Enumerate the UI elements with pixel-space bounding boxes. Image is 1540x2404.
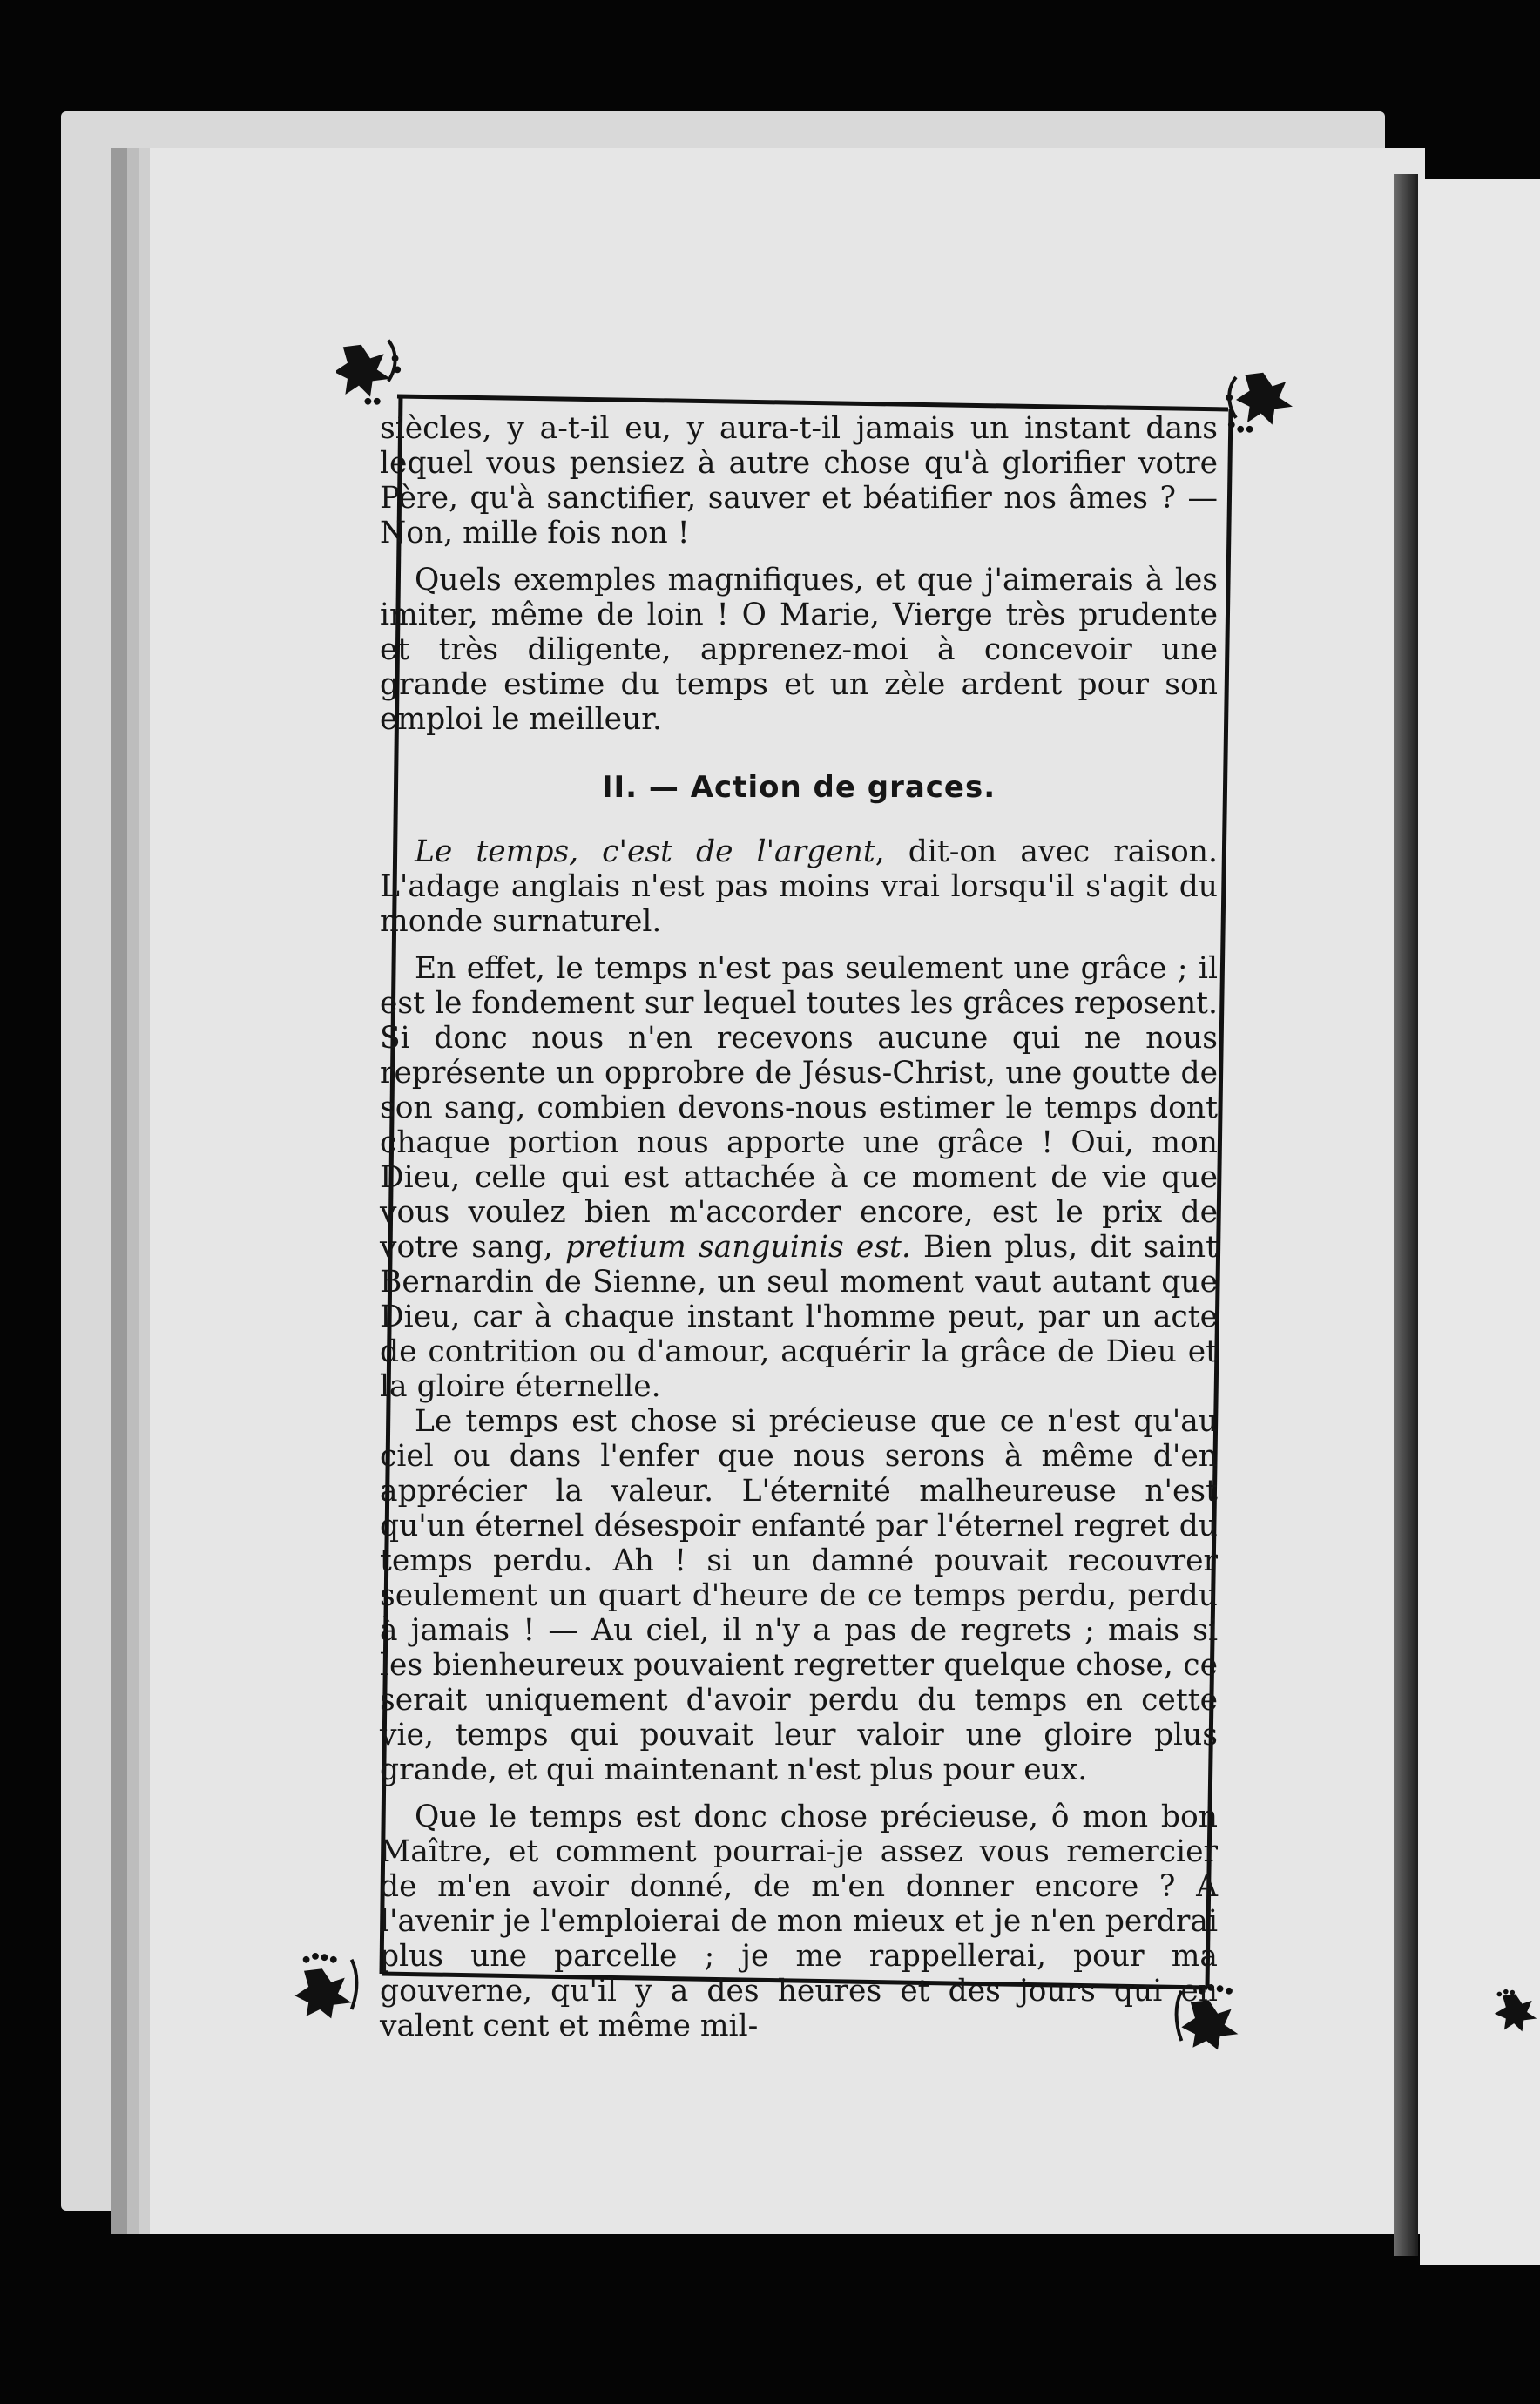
facing-page — [1420, 179, 1540, 2265]
book-binding — [1394, 174, 1418, 2256]
paragraph-priere: Que le temps est donc chose précieuse, ô mon bon Maître, et comment pourrai-je assez vous remercier de m'en avoir donné, de m'en donner encore ? A l'avenir je l'emploierai de mon mieux et je n'en perdrai plus une parcelle ; je me rappellerai, pour ma gouverne, qu'il y a des heures et des jours qui en valent cent et même mil- — [380, 1800, 1218, 2043]
latin-italic: pretium sanguinis est. — [564, 1230, 911, 1265]
paragraph-exemples: Quels exemples magnifiques, et que j'aimerais à les imiter, même de loin ! O Marie, Vierge très prudente et très diligente, apprenez-moi à concevoir une grande estime du temps et un zèle ardent pour son emploi le meilleur. — [380, 563, 1218, 737]
adage-rest: , dit-on avec raison. L'adage anglais n'est pas moins vrai lorsqu'il s'agit du monde surnaturel. — [380, 834, 1218, 939]
paragraph-precieuse: Le temps est chose si précieuse que ce n'est qu'au ciel ou dans l'enfer que nous serons à même d'en apprécier la valeur. L'éternité malheureuse n'est qu'un éternel désespoir enfanté par l'éternel regret du temps perdu. Ah ! si un damné pouvait recouvrer seulement un quart d'heure de ce temps perdu, perdu à jamais ! — Au ciel, il n'y a pas de regrets ; mais si les bienheureux pouvaient regretter quelque chose, ce serait uniquement d'avoir perdu du temps en cette vie, temps qui pouvait leur valoir une gloire plus grande, et qui maintenant n'est plus pour eux. — [380, 1404, 1218, 1787]
vine-leaf-ornament-icon — [1225, 366, 1293, 434]
en-effet-after: Bien plus, dit saint Bernardin de Sienne, un seul moment vaut autant que Dieu, car à chaque instant l'homme peut, par un acte de contrition ou d'amour, acquérir la grâce de Dieu et la gloire éternelle. — [380, 1230, 1218, 1404]
vine-leaf-ornament-icon — [336, 338, 404, 406]
text-frame — [347, 390, 1237, 2043]
paragraph-continuation: siècles, y a-t-il eu, y aura-t-il jamais un instant dans lequel vous pensiez à autre chose qu'à glorifier votre Père, qu'à sanctifier, sauver et béatifier nos âmes ? — Non, mille fois non ! — [380, 411, 1218, 550]
adage-italic: Le temps, c'est de l'argent — [415, 834, 875, 869]
vine-leaf-ornament-icon — [293, 1953, 361, 2021]
paragraph-en-effet — [380, 951, 1218, 1404]
en-effet-before: En effet, le temps n'est pas seulement une grâce ; il est le fondement sur lequel toutes les grâces reposent. Si donc nous n'en recevons aucune qui ne nous représente un opprobre de Jésus-Christ, une goutte de son sang, combien devons-nous estimer le temps dont chaque portion nous apporte une grâce ! Oui, mon Dieu, celle qui est attachée à ce moment de vie que vous voulez bien m'accorder encore, est le prix de votre sang, — [380, 951, 1218, 1265]
vine-leaf-ornament-icon — [1491, 1988, 1540, 2036]
page-text — [380, 411, 1218, 2043]
section-heading: II. — Action de graces. — [601, 770, 996, 805]
paragraph-adage — [380, 834, 1218, 939]
